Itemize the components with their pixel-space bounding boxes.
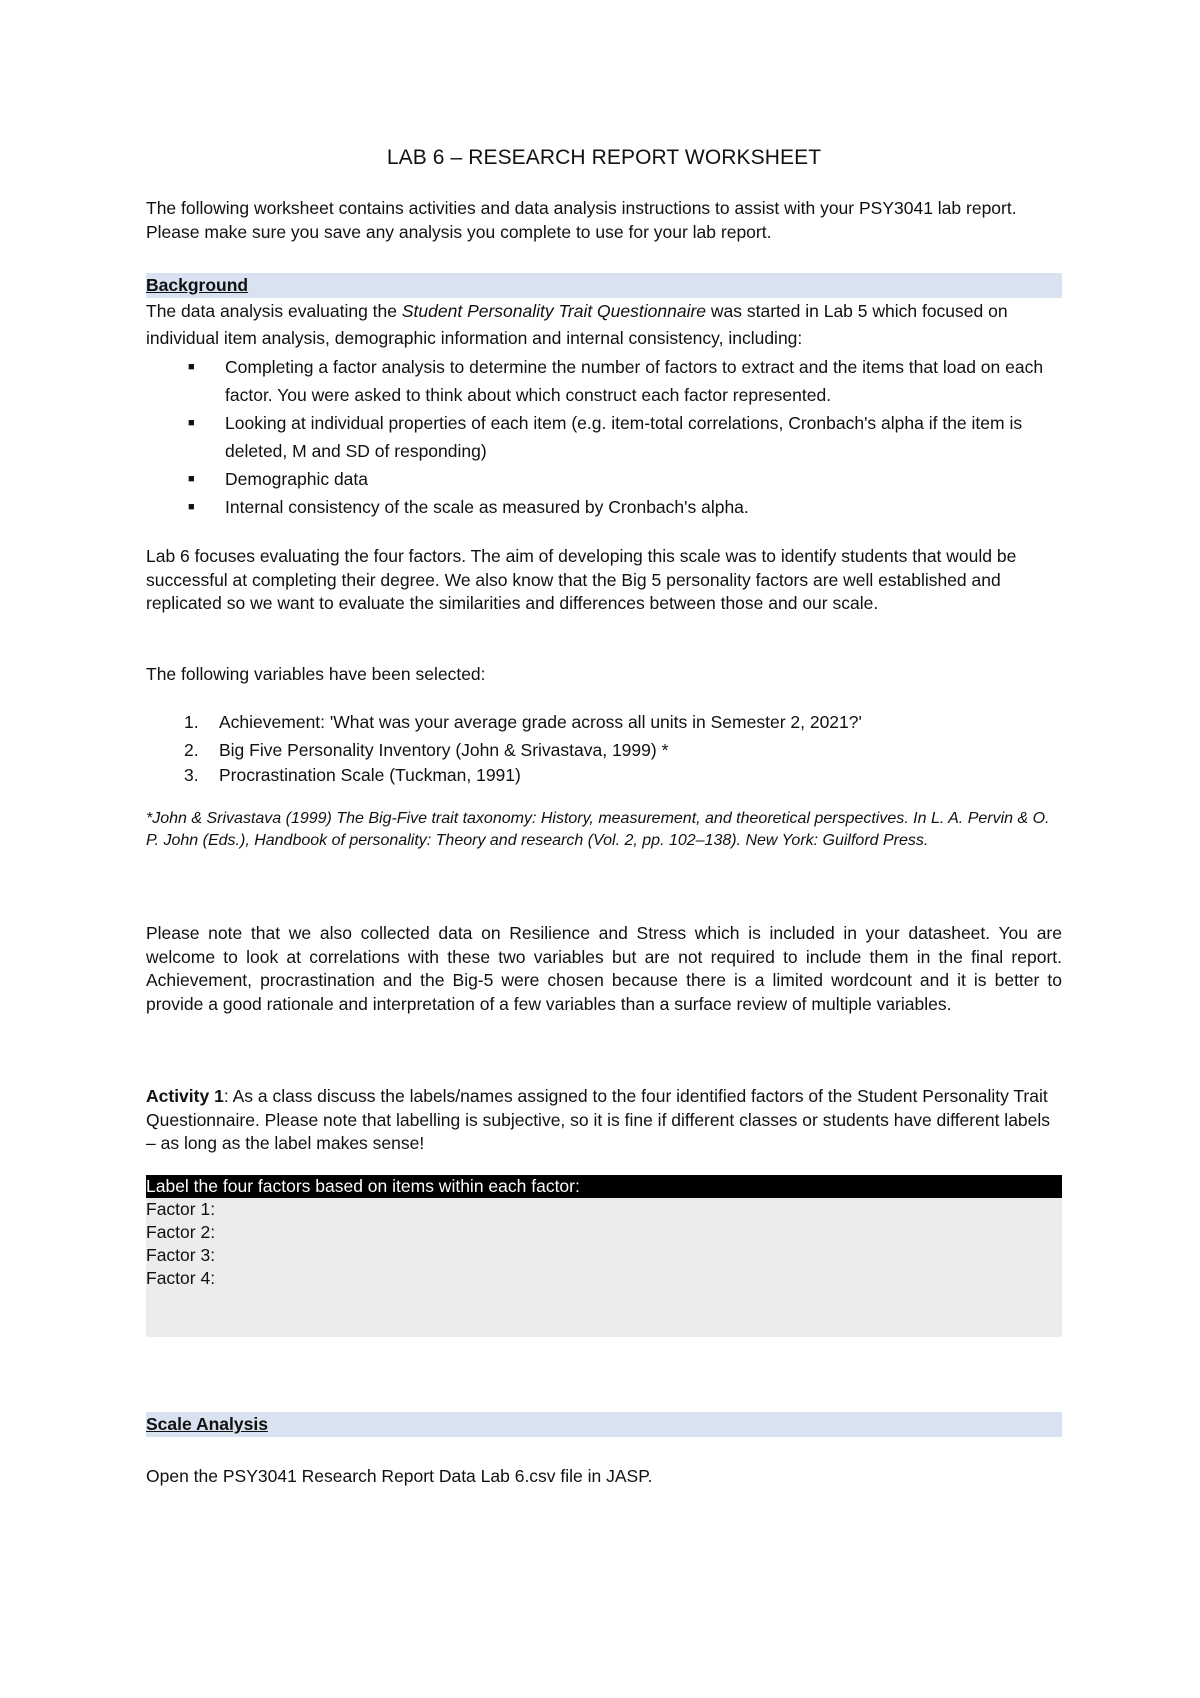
factor-1-label[interactable]: Factor 1:	[146, 1199, 216, 1219]
bullet-item	[146, 465, 1062, 493]
activity1-paragraph	[146, 1085, 1062, 1156]
bullet-square-icon: ■	[188, 361, 195, 373]
background-text-end: was started in Lab 5 which focused on individual item analysis, demographic information and internal consistency, including:	[146, 301, 1008, 348]
background-heading: Background	[146, 275, 249, 295]
page-title: LAB 6 – RESEARCH REPORT WORKSHEET	[386, 146, 822, 169]
intro-paragraph: The following worksheet contains activities and data analysis instructions to assist with your PSY3041 lab report. Please make sure you save any analysis you complete to use for your lab report.	[146, 198, 1017, 242]
bullet-square-icon: ■	[188, 501, 195, 513]
variable-number: 3.	[184, 765, 199, 785]
scale-analysis-heading-band	[146, 1412, 1062, 1437]
variable-text: Big Five Personality Inventory (John & Srivastava, 1999) *	[219, 740, 669, 760]
variable-item	[146, 763, 1062, 787]
variables-list	[146, 708, 1062, 787]
factor-box-heading: Label the four factors based on items within each factor:	[146, 1175, 1062, 1198]
variable-number: 2.	[184, 740, 199, 760]
background-paragraph	[146, 298, 1062, 352]
big-five-reference: *John & Srivastava (1999) The Big-Five trait taxonomy: History, measurement, and theoretical perspectives. In L. A. Pervin & O. P. John (Eds.), Handbook of personality: Theory and research (Vol. 2, pp. 102–138). New York: Guilford Press.	[146, 810, 1050, 849]
variable-text: Procrastination Scale (Tuckman, 1991)	[219, 765, 521, 785]
bullet-item	[146, 353, 1062, 409]
variables-intro: The following variables have been selected:	[146, 664, 486, 684]
variable-item	[146, 708, 1062, 737]
bullet-text: Completing a factor analysis to determine the number of factors to extract and the items that load on each factor. You were asked to think about which construct each factor represented.	[225, 357, 1044, 405]
variable-item	[146, 737, 1062, 763]
bullet-square-icon: ■	[188, 473, 195, 485]
scale-analysis-heading: Scale Analysis	[146, 1414, 268, 1434]
background-bullet-list	[146, 353, 1062, 521]
lab6-paragraph: Lab 6 focuses evaluating the four factors. The aim of developing this scale was to identify students that would be successful at completing their degree. We also know that the Big 5 personality factors are well established and replicated so we want to evaluate the similarities and differences between those and our scale.	[146, 546, 1017, 613]
activity1-text: : As a class discuss the labels/names assigned to the four identified factors of the Student Personality Trait Questionnaire. Please note that labelling is subjective, so it is fine if different classes or students have different labels – as long as the label makes sense!	[146, 1086, 1051, 1153]
bullet-text: Looking at individual properties of each item (e.g. item-total correlations, Cronbach's alpha if the item is deleted, M and SD of responding)	[225, 413, 1023, 461]
factor-2-label[interactable]: Factor 2:	[146, 1222, 216, 1242]
variable-text: Achievement: 'What was your average grade across all units in Semester 2, 2021?'	[219, 712, 862, 732]
activity1-label: Activity 1	[146, 1086, 224, 1106]
scale-analysis-text: Open the PSY3041 Research Report Data Lab 6.csv file in JASP.	[146, 1466, 653, 1486]
variable-number: 1.	[184, 712, 199, 732]
bullet-square-icon: ■	[188, 417, 195, 429]
bullet-item	[146, 493, 1062, 521]
factor-label-box	[146, 1175, 1062, 1337]
bullet-text: Demographic data	[225, 469, 368, 489]
background-heading-band	[146, 273, 1062, 298]
factor-3-label[interactable]: Factor 3:	[146, 1245, 216, 1265]
questionnaire-name: Student Personality Trait Questionnaire	[401, 301, 707, 321]
factor-4-label[interactable]: Factor 4:	[146, 1268, 216, 1288]
background-text-start: The data analysis evaluating the	[146, 301, 402, 321]
bullet-item	[146, 409, 1062, 465]
bullet-text: Internal consistency of the scale as measured by Cronbach's alpha.	[225, 497, 749, 517]
note-paragraph: Please note that we also collected data on Resilience and Stress which is included in your datasheet. You are welcome to look at correlations with these two variables but are not required to include them in the final report. Achievement, procrastination and the Big-5 were chosen because there is a limited wordcount and it is better to provide a good rationale and interpretation of a few variables than a surface review of multiple variables.	[146, 923, 1062, 1014]
